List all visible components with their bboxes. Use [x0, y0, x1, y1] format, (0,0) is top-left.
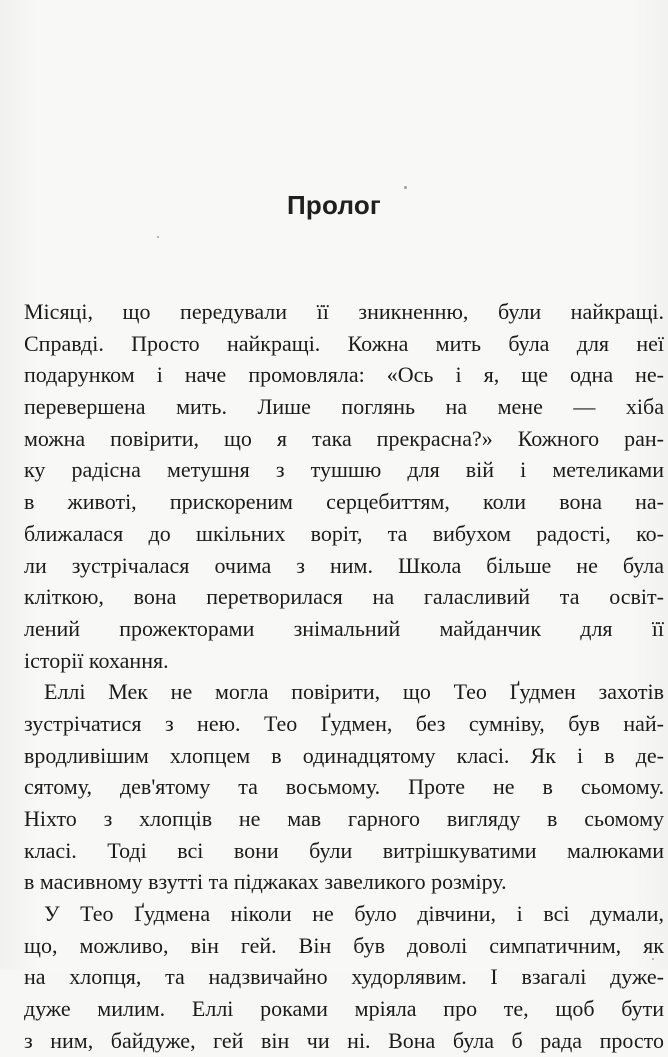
- text-line: Еллі Мек не могла повірити, що Тео Ґудмен захотів: [44, 679, 664, 705]
- text-line: ближалася до шкільних воріт, та вибухом радості, ко-: [24, 520, 664, 546]
- text-line: в животі, прискореним серцебиттям, коли вона на-: [24, 489, 664, 515]
- text-line: в масивному взутті та піджаках завеликого розміру.: [24, 869, 507, 895]
- text-line: класі. Тоді всі вони були витрішкуватими малюками: [24, 837, 664, 863]
- text-line: дуже милим. Еллі роками мріяла про те, щоб бути: [24, 996, 664, 1022]
- text-line: Справді. Просто найкращі. Кожна мить була для неї: [24, 330, 664, 356]
- text-line: на хлопця, та надзвичайно худорлявим. І взагалі дуже-: [24, 964, 664, 990]
- text-line: кліткою, вона перетворилася на галасливий та освіт-: [24, 584, 664, 610]
- text-line: подарунком і наче промовляла: «Ось і я, ще одна не-: [24, 362, 664, 388]
- text-line: Місяці, що передували її зникненню, були найкращі.: [24, 299, 664, 324]
- text-line: сятому, дев'ятому та восьмому. Проте не в сьомому.: [24, 774, 664, 800]
- chapter-title: Пролог: [287, 190, 381, 220]
- print-speck: [157, 236, 159, 238]
- text-line: Ніхто з хлопців не мав гарного вигляду в сьомому: [24, 806, 664, 831]
- text-line: У Тео Ґудмена ніколи не було дівчини, і всі думали,: [44, 901, 664, 927]
- text-line: перевершена мить. Лише поглянь на мене — хіба: [24, 394, 664, 420]
- print-speck: [404, 186, 407, 189]
- text-line: історії кохання.: [24, 647, 169, 673]
- text-line: що, можливо, він гей. Він був доволі симпатичним, як: [24, 932, 664, 958]
- text-line: зустрічатися з нею. Тео Ґудмен, без сумніву, був най-: [24, 710, 664, 736]
- text-line: можна повірити, що я така прекрасна?» Кожного ран-: [24, 425, 664, 451]
- text-line: ли зустрічалася очима з ним. Школа більше не була: [24, 552, 664, 578]
- text-line: з ним, байдуже, гей він чи ні. Вона була б рада просто: [24, 1027, 664, 1053]
- text-line: ку радісна метушня з тушшю для вій і метеликами: [24, 457, 664, 483]
- text-line: вродливішим хлопцем в одинадцятому класі. Як і в де-: [24, 742, 664, 768]
- text-line: лений прожекторами знімальний майданчик для її: [24, 615, 664, 641]
- body-text: [24, 296, 664, 1057]
